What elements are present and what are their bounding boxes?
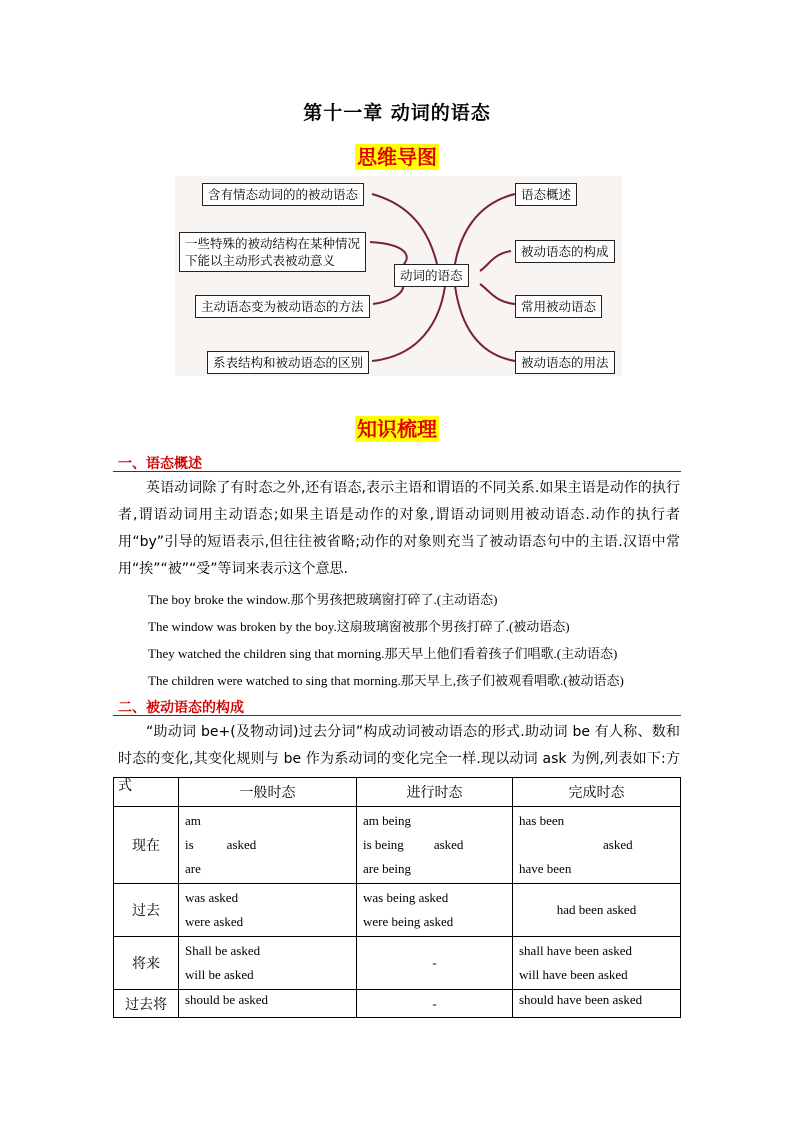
cell-future-simple [179, 937, 357, 990]
cell-past-future-perfect: should have been asked [513, 990, 681, 1018]
cell-line: shall have been asked [519, 943, 632, 958]
mind-map-heading [0, 141, 794, 170]
cell-verb: asked [603, 837, 633, 852]
example-sentence-3: They watched the children sing that morning.那天早上他们看着孩子们唱歌.(主动语态) [148, 646, 618, 661]
cell-line: will be asked [185, 967, 254, 982]
row-label-past-future: 过去将 [114, 990, 179, 1018]
cell-word: is [185, 837, 194, 852]
cell-past-simple [179, 884, 357, 937]
connector-6 [480, 251, 511, 271]
page-title: 第十一章 动词的语态 [303, 102, 491, 124]
table-row [114, 807, 681, 884]
mind-map-node-formation: 被动语态的构成 [515, 240, 615, 263]
mind-map-node-linking-vs-passive: 系表结构和被动语态的区别 [207, 351, 369, 374]
table-header-corner [114, 778, 179, 807]
cell-line: were being asked [363, 914, 454, 929]
cell-present-progressive [357, 807, 513, 884]
table-header-simple: 一般时态 [179, 778, 357, 807]
example-sentence-2: The window was broken by the boy.这扇玻璃窗被那个男孩打碎了.(被动语态) [148, 619, 570, 634]
row-label-future: 将来 [114, 937, 179, 990]
cell-line: Shall be asked [185, 943, 261, 958]
cell-past-perfect: had been asked [513, 884, 681, 937]
connector-3 [373, 284, 403, 304]
cell-line: has been [519, 813, 565, 828]
row-label-present: 现在 [114, 807, 179, 884]
section2-paragraph-text: “助动词 be+(及物动词)过去分词”构成动词被动语态的形式.助动词 be 有人称、数和时态的变化,其变化规则与 be 作为系动词的变化完全一样.现以动词 ask 为例,列表如下:方式 [118, 724, 680, 794]
cell-line: are being [363, 861, 412, 876]
cell-past-future-progressive: - [357, 990, 513, 1018]
mind-map-center-node: 动词的语态 [394, 264, 469, 287]
table-row [114, 884, 681, 937]
section1-paragraph-text: 英语动词除了有时态之外,还有语态,表示主语和谓语的不同关系.如果主语是动作的执行者,谓语动词用主动语态;如果主语是动作的对象,谓语动词则用被动语态.动作的执行者用“by”引导的短语表示,但往往被省略;动作的对象则充当了被动语态句中的主语.汉语中常用“挨”“被”“受”等词来表示这个意思. [118, 480, 680, 577]
mind-map-node-special-structures [179, 232, 366, 272]
cell-line: have been [519, 861, 572, 876]
cell-line [363, 833, 506, 857]
node-line-2: 下能以主动形式表被动意义 [185, 253, 336, 268]
mind-map-node-common: 常用被动语态 [515, 295, 602, 318]
cell-line: are [185, 861, 201, 876]
node-line-1: 一些特殊的被动结构在某种情况 [185, 236, 361, 251]
connector-8 [455, 286, 515, 361]
mind-map-heading-text: 思维导图 [357, 145, 437, 169]
knowledge-heading-text: 知识梳理 [357, 417, 437, 441]
row-label-past: 过去 [114, 884, 179, 937]
connector-7 [480, 284, 515, 304]
knowledge-heading [0, 413, 794, 442]
cell-past-progressive [357, 884, 513, 937]
cell-past-future-simple: should be asked [179, 990, 357, 1018]
mind-map-node-active-to-passive: 主动语态变为被动语态的方法 [195, 295, 370, 318]
table-header-row [114, 778, 681, 807]
mind-map-node-usage: 被动语态的用法 [515, 351, 615, 374]
cell-future-perfect [513, 937, 681, 990]
cell-present-perfect [513, 807, 681, 884]
section2-heading: 二、被动语态的构成 [118, 700, 244, 716]
connector-5 [455, 194, 515, 264]
section1-divider [113, 471, 681, 472]
cell-line: will have been asked [519, 967, 628, 982]
example-sentence-1: The boy broke the window.那个男孩把玻璃窗打碎了.(主动语态) [148, 592, 498, 607]
cell-word: is being [363, 837, 404, 852]
section1-heading: 一、语态概述 [118, 456, 202, 472]
connector-4 [372, 286, 445, 361]
mind-map-node-overview: 语态概述 [515, 183, 577, 206]
cell-present-simple [179, 807, 357, 884]
table-row [114, 990, 681, 1018]
table-header-perfect: 完成时态 [513, 778, 681, 807]
mind-map-node-modal-passive: 含有情态动词的的被动语态 [202, 183, 364, 206]
example-sentence-4: The children were watched to sing that morning.那天早上,孩子们被观看唱歌.(被动语态) [148, 673, 624, 688]
cell-future-progressive: - [357, 937, 513, 990]
cell-line: were asked [185, 914, 244, 929]
section2-divider [113, 715, 681, 716]
cell-line: am being [363, 813, 412, 828]
section1-paragraph [118, 475, 680, 583]
cell-line: am [185, 813, 201, 828]
cell-verb: asked [226, 837, 257, 852]
cell-verb: asked [433, 837, 464, 852]
passive-forms-table [113, 777, 681, 1018]
cell-line [185, 833, 350, 857]
cell-line: was asked [185, 890, 239, 905]
table-row [114, 937, 681, 990]
table-header-progressive: 进行时态 [357, 778, 513, 807]
mind-map [175, 176, 622, 376]
cell-line: was being asked [363, 890, 449, 905]
